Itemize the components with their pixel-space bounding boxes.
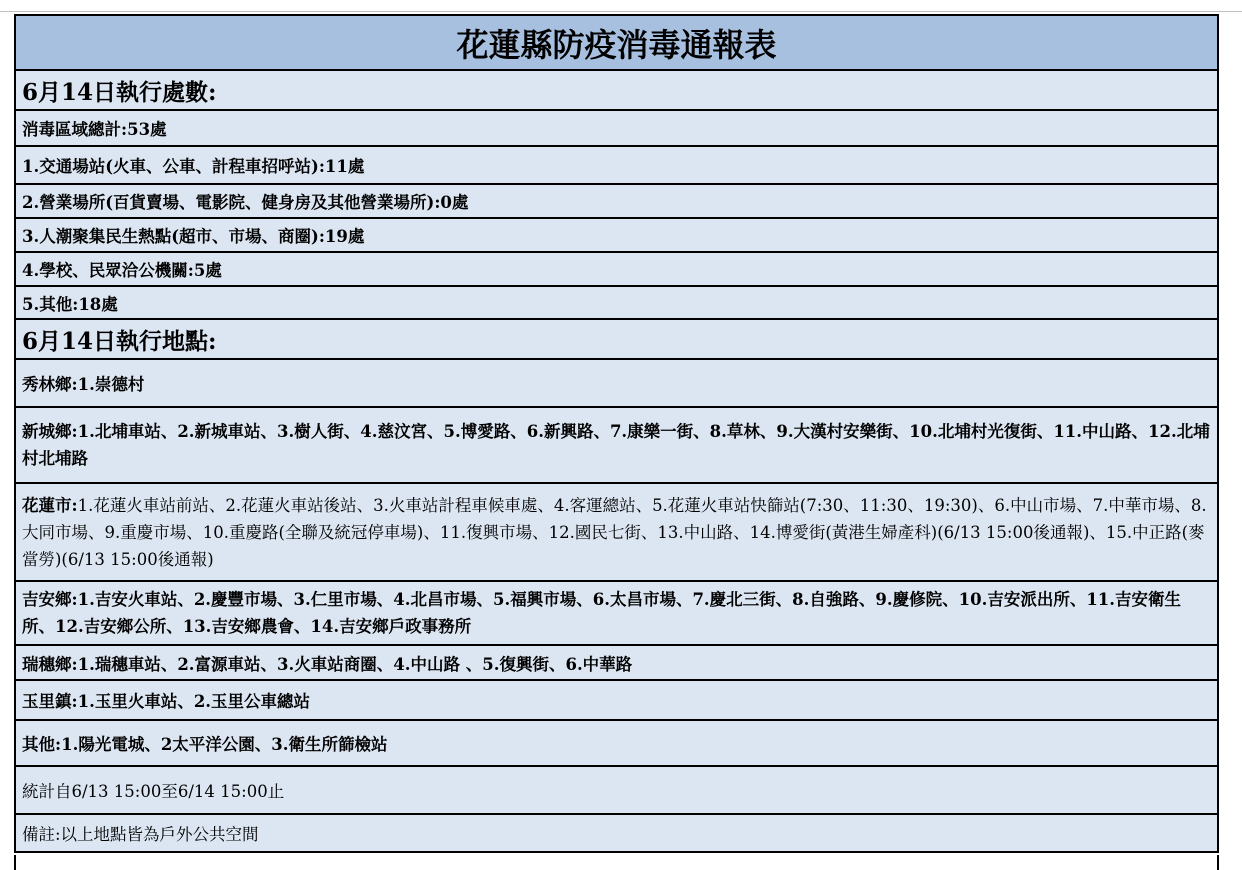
table-continuation <box>14 855 1219 870</box>
top-separator-line <box>0 11 1242 12</box>
location-hualien-city-items: 1.花蓮火車站前站、2.花蓮火車站後站、3.火車站計程車候車處、4.客運總站、5.花蓮火車站快篩站(7:30、11:30、19:30)、6.中山市場、7.中華市場、8.大同市場、9.重慶市場、10.重慶路(全聯及統冠停車場)、11.復興市場、12.國民七街、13.中山路、14.博愛街(黃港生婦產科)(6/13 15:00後通報)、15.中正路(麥當勞)(6/13 15:00後通報) <box>22 495 1207 569</box>
disinfection-report-table <box>14 14 1219 853</box>
location-hualien-city-label: 花蓮市: <box>22 495 78 515</box>
category-crowd-hotspots: 3.人潮聚集民生熱點(超市、市場、商圈):19處 <box>14 219 1219 253</box>
location-hualien-city-text <box>22 492 1211 573</box>
category-business: 2.營業場所(百貨賣場、電影院、健身房及其他營業場所):0處 <box>14 185 1219 219</box>
location-xincheng: 新城鄉:1.北埔車站、2.新城車站、3.樹人街、4.慈汶宮、5.博愛路、6.新興路、7.康樂一街、8.草林、9.大漢村安樂街、10.北埔村光復街、11.中山路、12.北埔村北埔路 <box>14 408 1219 484</box>
location-ruisui: 瑞穗鄉:1.瑞穗車站、2.富源車站、3.火車站商圈、4.中山路 、5.復興街、6.中華路 <box>14 646 1219 681</box>
category-schools-offices: 4.學校、民眾洽公機關:5處 <box>14 253 1219 287</box>
total-count: 消毒區域總計:53處 <box>14 111 1219 147</box>
location-yuli: 玉里鎮:1.玉里火車站、2.玉里公車總站 <box>14 681 1219 721</box>
category-transport: 1.交通場站(火車、公車、計程車招呼站):11處 <box>14 147 1219 185</box>
category-other: 5.其他:18處 <box>14 287 1219 320</box>
location-hualien-city <box>14 484 1219 582</box>
statistics-period: 統計自6/13 15:00至6/14 15:00止 <box>14 767 1219 815</box>
counts-header: 6月14日執行處數: <box>14 71 1219 111</box>
report-title: 花蓮縣防疫消毒通報表 <box>14 14 1219 71</box>
location-xiulin: 秀林鄉:1.崇德村 <box>14 360 1219 408</box>
location-other: 其他:1.陽光電城、2太平洋公園、3.衛生所篩檢站 <box>14 721 1219 767</box>
location-jian: 吉安鄉:1.吉安火車站、2.慶豐市場、3.仁里市場、4.北昌市場、5.福興市場、6.太昌市場、7.慶北三街、8.自強路、9.慶修院、10.吉安派出所、11.吉安衛生所、12.吉安鄉公所、13.吉安鄉農會、14.吉安鄉戶政事務所 <box>14 582 1219 646</box>
locations-header: 6月14日執行地點: <box>14 320 1219 360</box>
remark-note: 備註:以上地點皆為戶外公共空間 <box>14 815 1219 853</box>
